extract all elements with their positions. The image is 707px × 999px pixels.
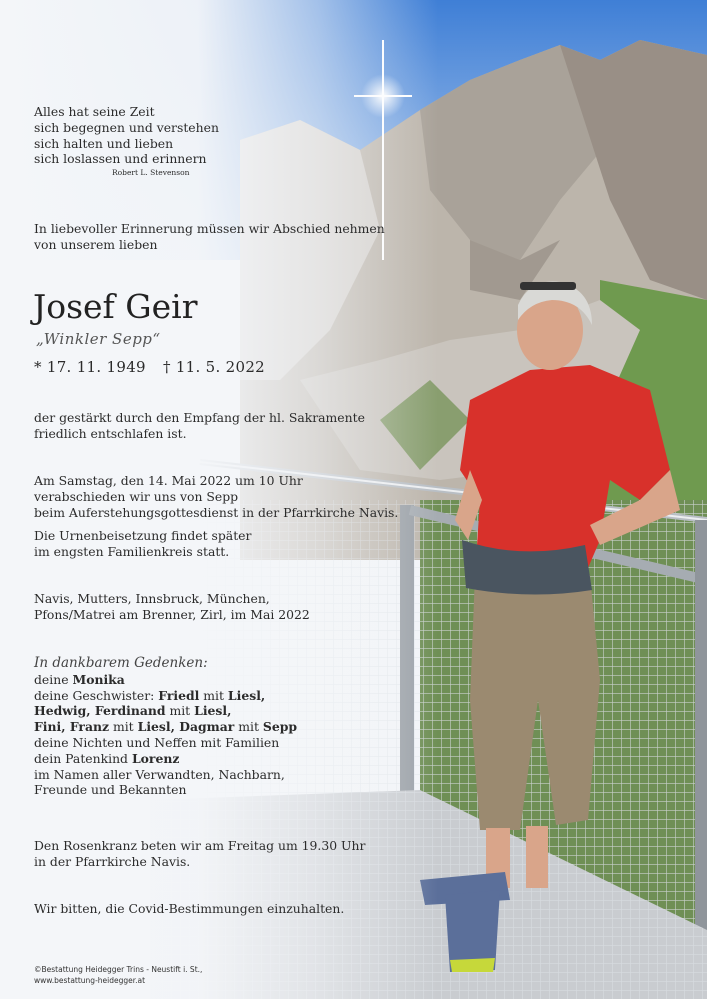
places-line: Navis, Mutters, Innsbruck, München, xyxy=(34,591,270,606)
mourner-line xyxy=(34,688,297,704)
deceased-nickname: „Winkler Sepp“ xyxy=(36,330,161,348)
places-text xyxy=(34,591,310,623)
rosary-text xyxy=(34,838,365,870)
mourner-line xyxy=(34,703,297,719)
covid-line: Wir bitten, die Covid-Bestimmungen einzuhalten. xyxy=(34,901,345,916)
mourner-name: Sepp xyxy=(262,719,298,735)
mourner-line xyxy=(34,751,297,767)
mourner-name: Friedl xyxy=(158,687,200,703)
footer xyxy=(34,964,202,986)
life-dates xyxy=(34,358,277,376)
mourners xyxy=(34,656,297,798)
mourner-line: im Namen aller Verwandten, Nachbarn, xyxy=(34,766,285,782)
birth-date: * 17. 11. 1949 xyxy=(34,358,146,376)
mourner-name: Lorenz xyxy=(131,750,180,766)
quote-line: sich begegnen und verstehen xyxy=(34,119,219,135)
mourner-text: mit xyxy=(199,687,228,703)
quote-line: sich loslassen und erinnern xyxy=(34,151,207,167)
mourner-name: Liesl, xyxy=(227,687,266,703)
mourner-line xyxy=(34,719,297,735)
death-date: † 11. 5. 2022 xyxy=(162,358,266,376)
rosary-line: in der Pfarrkirche Navis. xyxy=(34,853,191,869)
intro-line: In liebevoller Erinnerung müssen wir Abschied nehmen xyxy=(34,221,385,236)
quote-line: Alles hat seine Zeit xyxy=(34,104,155,119)
mourner-name: Fini, Franz xyxy=(34,719,110,735)
funeral-line: verabschieden wir uns von Sepp xyxy=(34,488,239,504)
mourner-text: deine Geschwister: xyxy=(34,687,159,703)
urn-line: im engsten Familienkreis statt. xyxy=(34,543,230,559)
urn-text xyxy=(34,528,251,560)
mourner-line: Freunde und Bekannten xyxy=(34,782,187,798)
mourner-name: Liesl, xyxy=(194,703,232,719)
passing-line: der gestärkt durch den Empfang der hl. Sakramente xyxy=(34,410,365,425)
mourner-name: Hedwig, Ferdinand xyxy=(34,703,166,719)
urn-line: Die Urnenbeisetzung findet später xyxy=(34,528,252,543)
mourner-text: deine xyxy=(34,671,73,687)
mourner-name: Liesl, Dagmar xyxy=(137,719,235,735)
intro-line: von unserem lieben xyxy=(34,236,158,252)
footer-website-link[interactable]: www.bestattung-heidegger.at xyxy=(34,976,146,985)
mourners-heading: In dankbarem Gedenken: xyxy=(34,655,208,671)
quote-line: sich halten und lieben xyxy=(34,135,174,151)
passing-line: friedlich entschlafen ist. xyxy=(34,425,187,441)
covid-text xyxy=(34,901,344,917)
intro xyxy=(34,221,385,253)
mourner-text: dein Patenkind xyxy=(34,750,132,766)
rosary-line: Den Rosenkranz beten wir am Freitag um 19.30 Uhr xyxy=(34,838,366,853)
deceased-name: Josef Geir xyxy=(33,287,198,326)
funeral-line: beim Auferstehungsgottesdienst in der Pfarrkirche Navis. xyxy=(34,504,399,520)
funeral-text xyxy=(34,473,398,520)
quote-author: Robert L. Stevenson xyxy=(112,168,190,178)
places-line: Pfons/Matrei am Brenner, Zirl, im Mai 2022 xyxy=(34,606,310,622)
mourner-line: deine Nichten und Neffen mit Familien xyxy=(34,734,280,750)
footer-copyright: ©Bestattung Heidegger Trins - Neustift i. St., xyxy=(34,965,203,974)
mourner-text: mit xyxy=(165,703,195,719)
mourner-text: mit xyxy=(109,719,138,735)
funeral-line: Am Samstag, den 14. Mai 2022 um 10 Uhr xyxy=(34,473,303,488)
mourner-name: Monika xyxy=(72,671,125,687)
mourner-text: mit xyxy=(234,719,263,735)
quote xyxy=(34,104,219,179)
mourner-line xyxy=(34,672,297,688)
passing-text xyxy=(34,410,365,442)
